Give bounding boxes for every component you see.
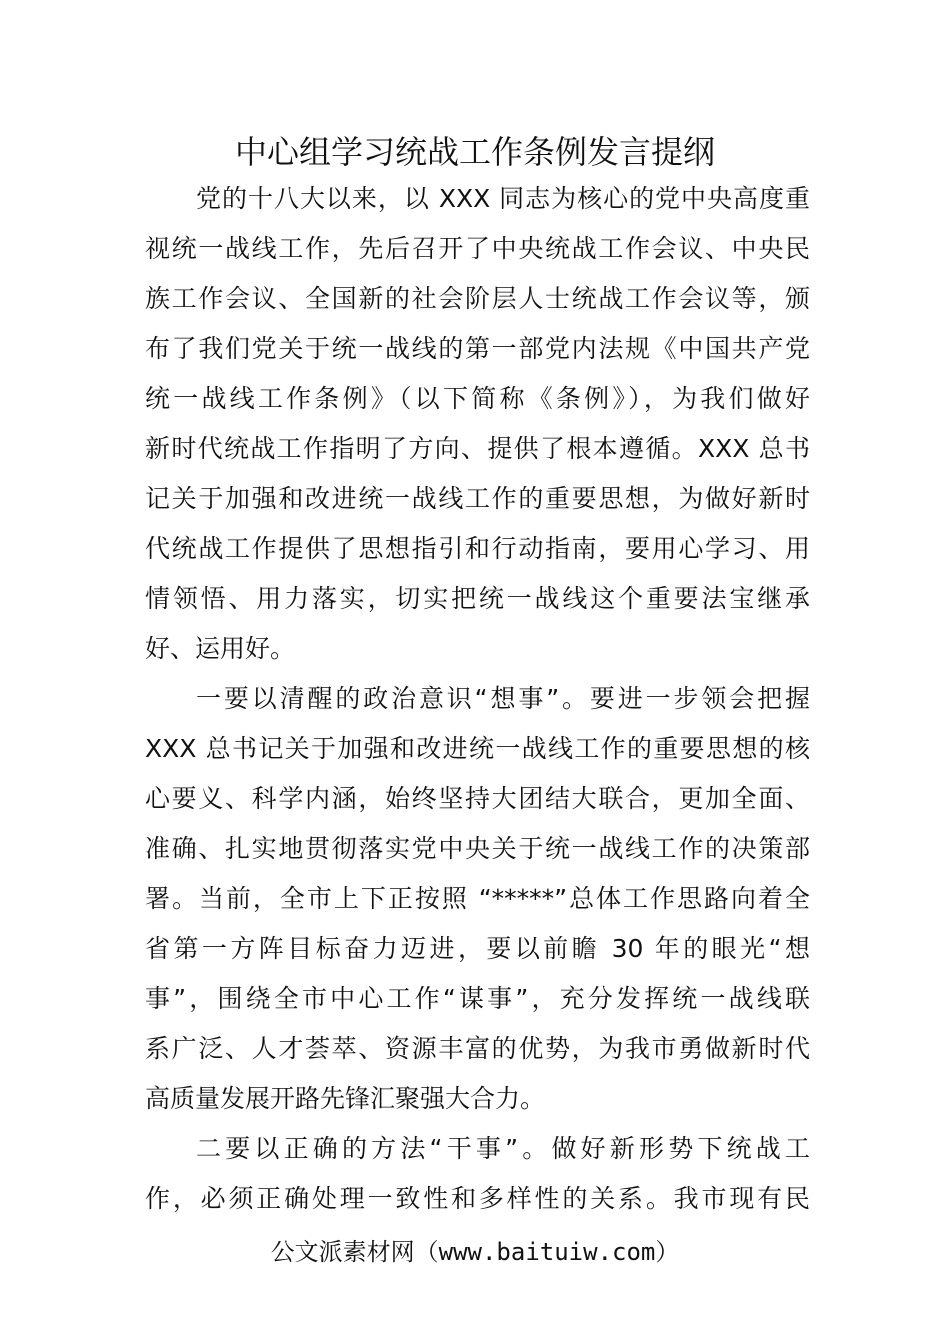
paragraph-line: 记关于加强和改进统一战线工作的重要思想，为做好新时 <box>145 484 810 513</box>
paragraph-line: 视统一战线工作，先后召开了中央统战工作会议、中央民 <box>145 234 810 263</box>
paragraph-line: 统一战线工作条例》（以下简称《条例》），为我们做好 <box>145 384 810 413</box>
paragraph-line: 党的十八大以来，以 XXX 同志为核心的党中央高度重 <box>196 184 810 213</box>
footer-site-url: （www.baituiw.com） <box>414 1238 680 1266</box>
document-title: 中心组学习统战工作条例发言提纲 <box>234 133 715 171</box>
footer-site-name: 公文派素材网 <box>270 1238 415 1266</box>
paragraph-line: 省第一方阵目标奋力迈进，要以前瞻 30 年的眼光“想 <box>145 934 810 963</box>
paragraph-line: 准确、扎实地贯彻落实党中央关于统一战线工作的决策部 <box>145 834 810 863</box>
paragraph-line: 布了我们党关于统一战线的第一部党内法规《中国共产党 <box>145 334 810 363</box>
footer-watermark <box>0 1232 950 1272</box>
paragraph-line: 情领悟、用力落实，切实把统一战线这个重要法宝继承 <box>145 584 810 613</box>
paragraph-line: 代统战工作提供了思想指引和行动指南，要用心学习、用 <box>145 534 810 563</box>
paragraph-line: 一要以清醒的政治意识“想事”。要进一步领会把握 <box>196 684 810 713</box>
paragraph-line: 署。当前，全市上下正按照 “*****”总体工作思路向着全 <box>145 884 810 913</box>
paragraph-line: 系广泛、人才荟萃、资源丰富的优势，为我市勇做新时代 <box>145 1034 810 1063</box>
paragraph-line: 族工作会议、全国新的社会阶层人士统战工作会议等，颁 <box>145 284 810 313</box>
paragraph-line: 事”，围绕全市中心工作“谋事”，充分发挥统一战线联 <box>145 984 810 1013</box>
paragraph-line: 二要以正确的方法“干事”。做好新形势下统战工 <box>196 1134 810 1163</box>
paragraph-line: 好、运用好。 <box>145 634 296 663</box>
paragraph-line: 心要义、科学内涵，始终坚持大团结大联合，更加全面、 <box>145 784 810 813</box>
paragraph-line: 新时代统战工作指明了方向、提供了根本遵循。XXX 总书 <box>145 434 810 463</box>
paragraph-line: 作，必须正确处理一致性和多样性的关系。我市现有民 <box>145 1184 810 1213</box>
paragraph-line: XXX 总书记关于加强和改进统一战线工作的重要思想的核 <box>145 734 810 763</box>
paragraph-line: 高质量发展开路先锋汇聚强大合力。 <box>145 1084 546 1113</box>
